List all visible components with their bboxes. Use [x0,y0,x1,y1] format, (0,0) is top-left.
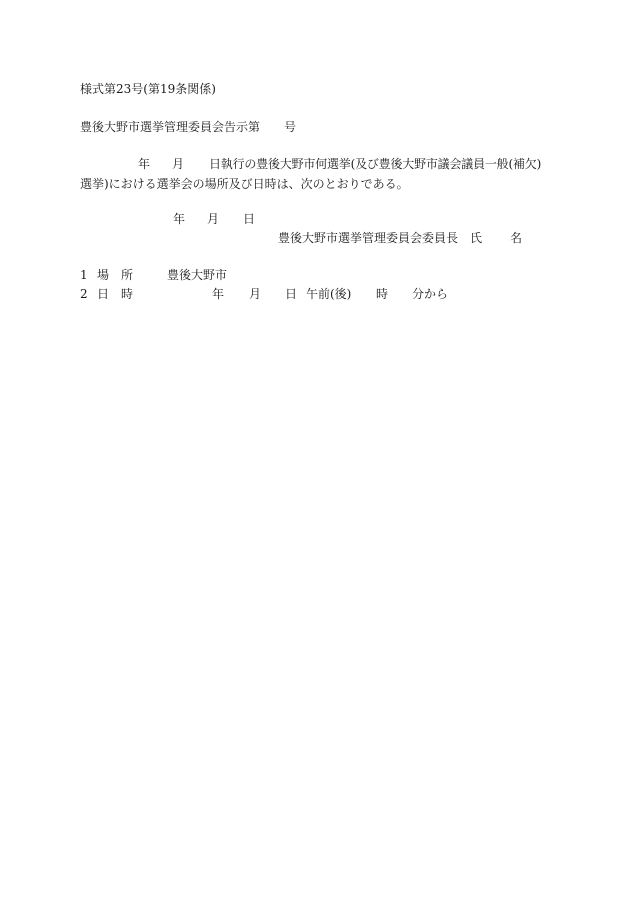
signature-title: 豊後大野市選挙管理委員会委員長 氏 [278,231,483,245]
datetime-month-label: 月 [249,287,262,301]
item-label: 場 所 [97,268,134,282]
item-value: 豊後大野市 [167,268,228,282]
notice-title: 豊後大野市選挙管理委員会告示第 号 [80,120,297,134]
datetime-year-label: 年 [212,287,225,301]
datetime-day-label: 日 [285,287,298,301]
body-year-label: 年 [138,157,151,171]
item-number: 2 [80,287,88,301]
date-year-label: 年 [173,212,186,226]
body-month-label: 月 [172,157,185,171]
signature-name-suffix: 名 [510,231,523,245]
datetime-ampm-label: 午前(後) [306,287,352,301]
body-line1-text: 日執行の豊後大野市何選挙(及び豊後大野市議会議員一般(補欠) [209,157,542,171]
date-day-label: 日 [243,212,256,226]
item-number: 1 [80,268,88,282]
form-number-label: 様式第23号(第19条関係) [80,82,216,96]
date-month-label: 月 [207,212,220,226]
datetime-from-label: 分から [412,287,449,301]
body-line2-text: 選挙)における選挙会の場所及び日時は、次のとおりである。 [80,177,409,191]
item-label: 日 時 [97,287,134,301]
datetime-hour-label: 時 [376,287,389,301]
